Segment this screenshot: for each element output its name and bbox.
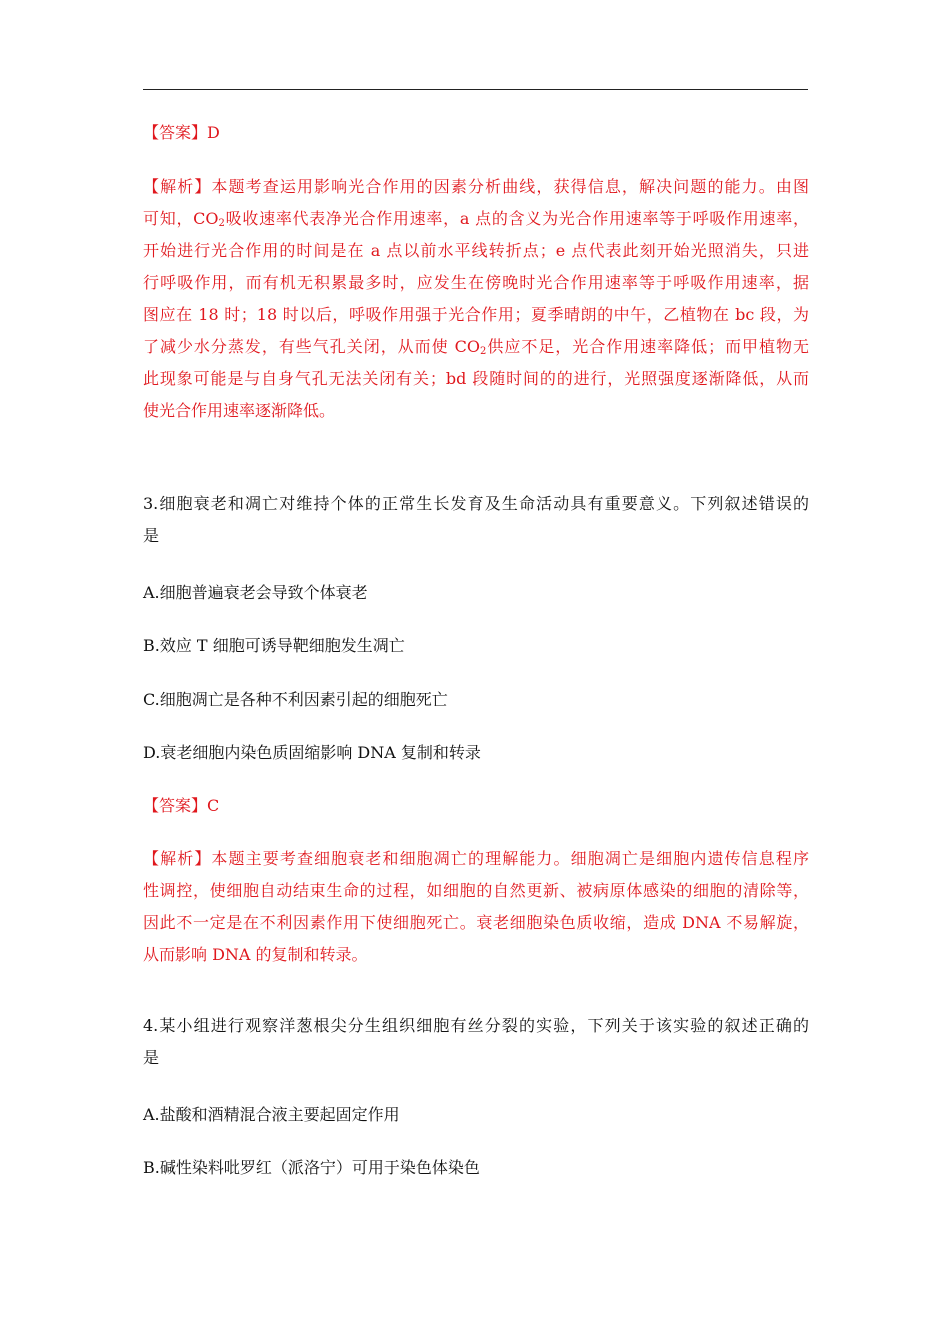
- answer-prev: [143, 117, 809, 149]
- analysis-text-line: 了减少水分蒸发，有些气孔关闭，从而使 CO: [143, 337, 481, 356]
- analysis-text-line: 因此不一定是在不利因素作用下使细胞死亡。衰老细胞染色质收缩，造成 DNA 不易解旋，: [143, 913, 809, 932]
- answer-3: [143, 790, 809, 822]
- question-stem: 3.细胞衰老和凋亡对维持个体的正常生长发育及生命活动具有重要意义。下列叙述错误的: [143, 494, 809, 513]
- question-3-option-a: [143, 577, 809, 609]
- answer-label: 【答案】: [143, 123, 208, 142]
- analysis-text-line: 本题考查运用影响光合作用的因素分析曲线，获得信息，解决问题的能力。由图: [211, 177, 809, 196]
- option-text: D.衰老细胞内染色质固缩影响 DNA 复制和转录: [143, 743, 481, 762]
- analysis-text-line: 从而影响 DNA 的复制和转录。: [143, 945, 368, 964]
- subscript: 2: [480, 346, 487, 357]
- question-3: [143, 488, 809, 552]
- option-text: B.碱性染料吡罗红（派洛宁）可用于染色体染色: [143, 1158, 480, 1177]
- analysis-text-line: 性调控，使细胞自动结束生命的过程，如细胞的自然更新、被病原体感染的细胞的清除等，: [143, 881, 809, 900]
- question-stem: 是: [143, 1048, 160, 1067]
- header-rule: [143, 89, 808, 90]
- analysis-text-line: 吸收速率代表净光合作用速率，a 点的含义为光合作用速率等于呼吸作用速率，: [224, 209, 809, 228]
- answer-label: 【答案】: [143, 796, 208, 815]
- question-stem: 是: [143, 526, 160, 545]
- answer-value: D: [207, 123, 220, 142]
- analysis-text-line: 行呼吸作用，而有机无积累最多时，应发生在傍晚时光合作用速率等于呼吸作用速率，据: [143, 273, 809, 292]
- analysis-text-line: 此现象可能是与自身气孔无法关闭有关；bd 段随时间的的进行，光照强度逐渐降低，从而: [143, 369, 809, 388]
- option-text: A.盐酸和酒精混合液主要起固定作用: [143, 1105, 400, 1124]
- analysis-text-line: 开始进行光合作用的时间是在 a 点以前水平线转折点；e 点代表此刻开始光照消失，只进: [143, 241, 809, 260]
- analysis-text-line: 图应在 18 时；18 时以后，呼吸作用强于光合作用；夏季晴朗的中午，乙植物在 bc 段，为: [143, 305, 809, 324]
- option-text: A.细胞普遍衰老会导致个体衰老: [143, 583, 368, 602]
- analysis-label: 【解析】: [143, 177, 212, 196]
- question-stem: 4.某小组进行观察洋葱根尖分生组织细胞有丝分裂的实验，下列关于该实验的叙述正确的: [143, 1016, 809, 1035]
- analysis-text-line: 供应不足，光合作用速率降低；而甲植物无: [486, 337, 809, 356]
- analysis-3: [143, 843, 809, 971]
- analysis-prev: [143, 171, 809, 427]
- question-3-option-c: [143, 684, 809, 716]
- analysis-text-line: 可知，CO: [143, 209, 219, 228]
- option-text: B.效应 T 细胞可诱导靶细胞发生凋亡: [143, 636, 405, 655]
- question-4: [143, 1010, 809, 1074]
- question-4-option-b: [143, 1152, 809, 1184]
- subscript: 2: [218, 218, 225, 229]
- question-4-option-a: [143, 1099, 809, 1131]
- question-3-option-b: [143, 630, 809, 662]
- analysis-text-line: 使光合作用速率逐渐降低。: [143, 401, 336, 420]
- analysis-label: 【解析】: [143, 849, 212, 868]
- answer-value: C: [207, 796, 220, 815]
- option-text: C.细胞凋亡是各种不利因素引起的细胞死亡: [143, 690, 448, 709]
- question-3-option-d: [143, 737, 809, 769]
- analysis-text-line: 本题主要考查细胞衰老和细胞凋亡的理解能力。细胞凋亡是细胞内遗传信息程序: [211, 849, 809, 868]
